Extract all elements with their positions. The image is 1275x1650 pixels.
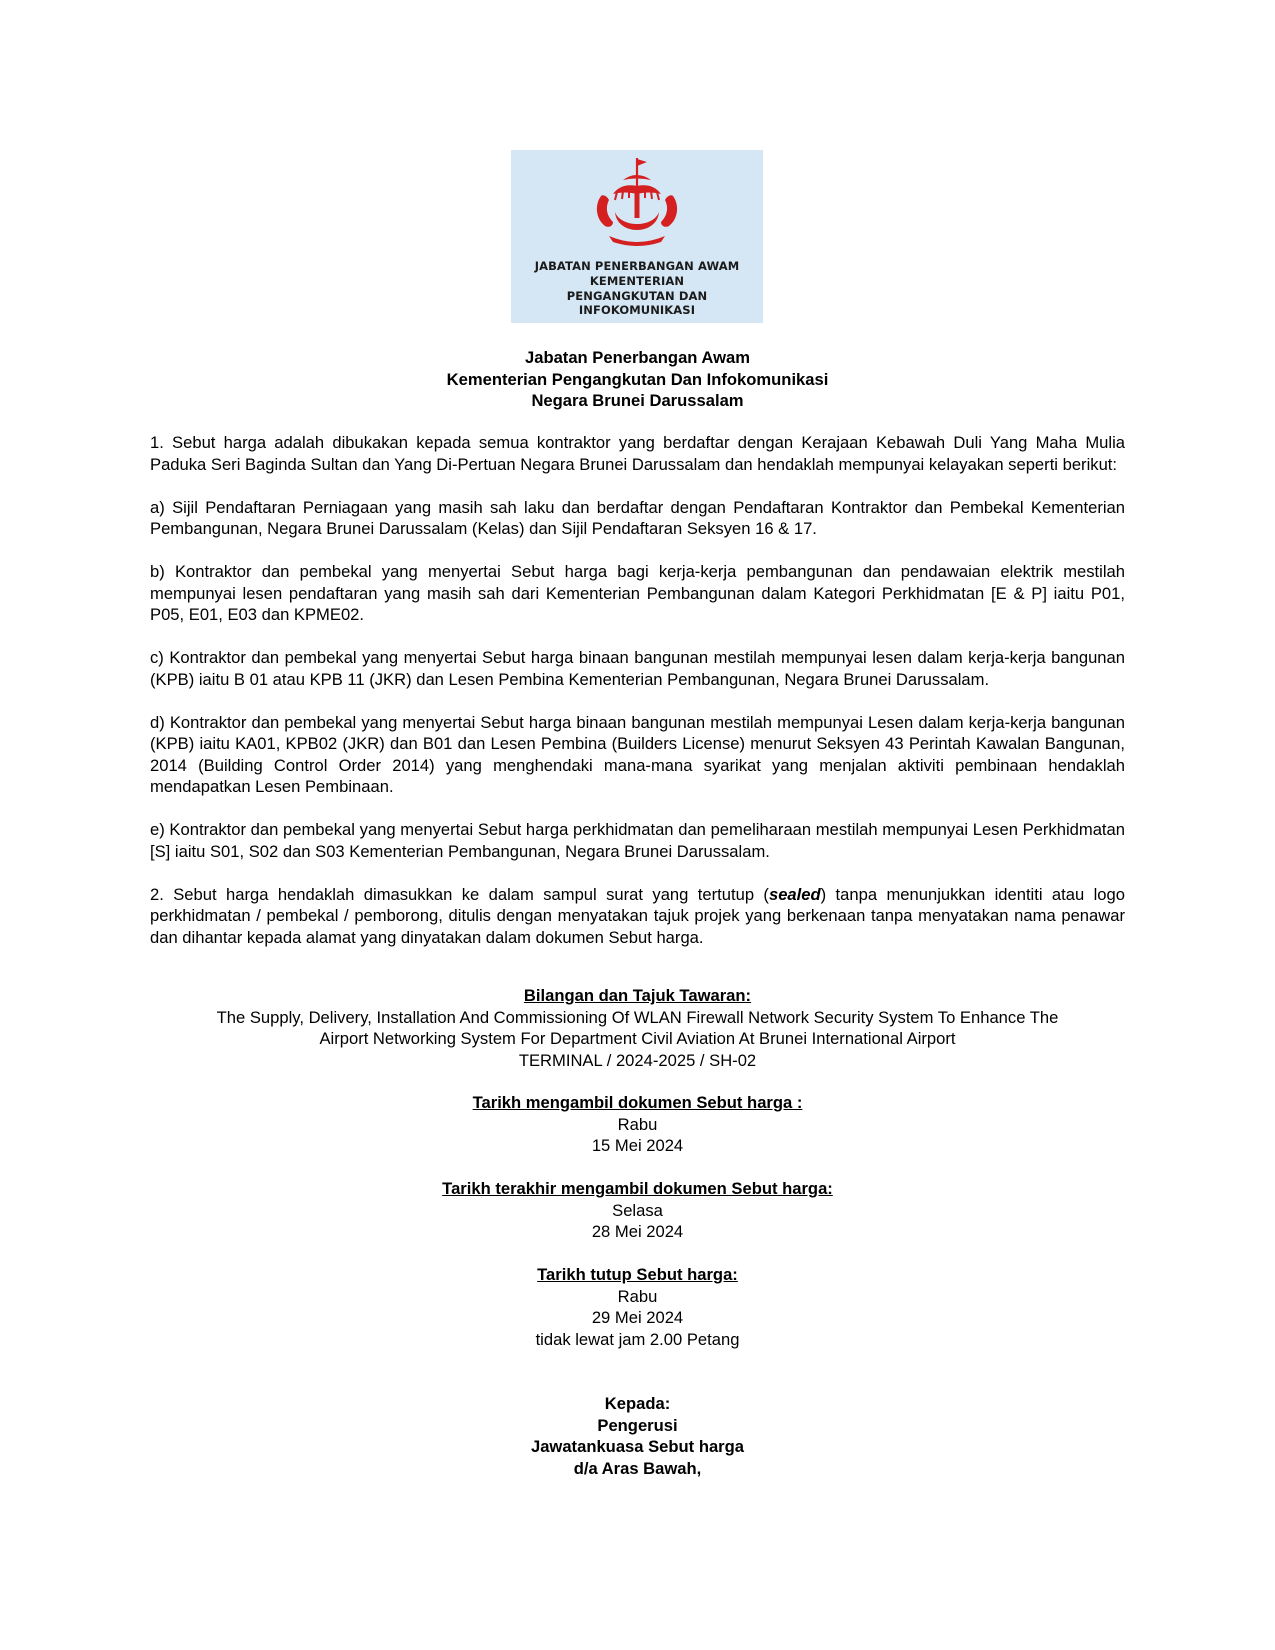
paragraph-a: a) Sijil Pendaftaran Perniagaan yang masih sah laku dan berdaftar dengan Pendaftaran Kontraktor dan Pembekal Kementerian Pembangunan, Negara Brunei Darussalam (Kelas) dan Sijil Pendaftaran Seksyen 16 & 17. [150,497,1125,538]
logo-caption [511,259,763,318]
address-section [150,1393,1125,1479]
address-committee: Jawatankuasa Sebut harga [530,1437,745,1456]
paragraph-e: e) Kontraktor dan pembekal yang menyertai Sebut harga perkhidmatan dan pemeliharaan mestilah mempunyai Lesen Perkhidmatan [S] iaitu S01, S02 dan S03 Kementerian Pembangunan, Negara Brunei Darussalam. [150,820,1125,861]
last-collect-date-section [150,1178,1125,1243]
closing-date: 29 Mei 2024 [591,1308,684,1327]
header-ministry: Kementerian Pengangkutan Dan Infokomunikasi [446,369,829,389]
closing-date-section [150,1264,1125,1350]
collect-date: 15 Mei 2024 [591,1136,684,1155]
last-collect-date-heading: Tarikh terakhir mengambil dokumen Sebut harga: [442,1179,833,1198]
paragraph-1: 1. Sebut harga adalah dibukakan kepada semua kontraktor yang berdaftar dengan Kerajaan Kebawah Duli Yang Maha Mulia Paduka Seri Baginda Sultan dan Yang Di-Pertuan Negara Brunei Darussalam dan hendaklah mempunyai kelayakan seperti berikut: [150,433,1125,474]
tender-heading: Bilangan dan Tajuk Tawaran: [523,986,752,1005]
paragraph-c: c) Kontraktor dan pembekal yang menyertai Sebut harga binaan bangunan mestilah mempunyai lesen dalam kerja-kerja bangunan (KPB) iaitu B 01 atau KPB 11 (JKR) dan Lesen Pembina Kementerian Pembangunan, Negara Brunei Darussalam. [150,648,1125,689]
paragraph-2 [150,884,1125,949]
tender-reference: TERMINAL / 2024-2025 / SH-02 [518,1050,757,1070]
logo-line: PENGANGKUTAN DAN [566,288,708,303]
notice-body [150,432,1125,948]
paragraph-2-end: ) tanpa menunjukkan identiti atau logo perkhidmatan / pembekal / pemborong, ditulis dengan menyatakan tajuk projek yang berkenaan tanpa menyatakan nama penawar dan dihantar kepada alamat yang dinyatakan dalam dokumen Sebut harga. [150,884,1125,947]
address-floor: d/a Aras Bawah, [573,1458,702,1478]
paragraph-d: d) Kontraktor dan pembekal yang menyertai Sebut harga binaan bangunan mestilah mempunyai Lesen dalam kerja-kerja bangunan (KPB) iaitu KA01, KPB02 (JKR) dan B01 dan Lesen Pembina (Builders License) menurut Seksyen 43 Perintah Kawalan Bangunan, 2014 (Building Control Order 2014) yang menghendaki mana-mana syarikat yang menjalan aktiviti pembinaan hendaklah mendapatkan Lesen Pembinaan. [150,712,1125,796]
header-country: Negara Brunei Darussalam [531,391,744,410]
collect-day: Rabu [617,1114,658,1134]
letterhead [150,347,1125,412]
tender-title-line: Airport Networking System For Department Civil Aviation At Brunei International Airport [319,1029,956,1048]
collect-date-section [150,1092,1125,1157]
closing-date-heading: Tarikh tutup Sebut harga: [537,1265,738,1284]
last-collect-day: Selasa [612,1200,663,1220]
address-chair: Pengerusi [597,1415,678,1435]
paragraph-2-start: 2. Sebut harga hendaklah dimasukkan ke dalam sampul surat yang tertutup ( [150,884,769,904]
logo-line: INFOKOMUNIKASI [578,303,696,318]
last-collect-date: 28 Mei 2024 [591,1222,684,1241]
sealed-emphasis: sealed [768,884,821,904]
logo-line: JABATAN PENERBANGAN AWAM [534,259,740,273]
closing-time: tidak lewat jam 2.00 Petang [535,1329,740,1349]
department-logo [511,150,763,323]
logo-line: KEMENTERIAN [589,273,685,288]
collect-date-heading: Tarikh mengambil dokumen Sebut harga : [472,1093,803,1112]
paragraph-b: b) Kontraktor dan pembekal yang menyertai Sebut harga bagi kerja-kerja pembangunan dan pendawaian elektrik mestilah mempunyai lesen pendaftaran yang masih sah dari Kementerian Pembangunan dalam Kategori Perkhidmatan [E & P] iaitu P01, P05, E01, E03 dan KPME02. [150,562,1125,624]
header-department: Jabatan Penerbangan Awam [524,348,750,367]
closing-day: Rabu [617,1286,658,1306]
tender-title-line: The Supply, Delivery, Installation And Commissioning Of WLAN Firewall Network Security System To Enhance The [216,1007,1059,1027]
tender-section [150,985,1125,1071]
brunei-crest-icon [587,156,687,248]
address-to: Kepada: [604,1394,671,1413]
